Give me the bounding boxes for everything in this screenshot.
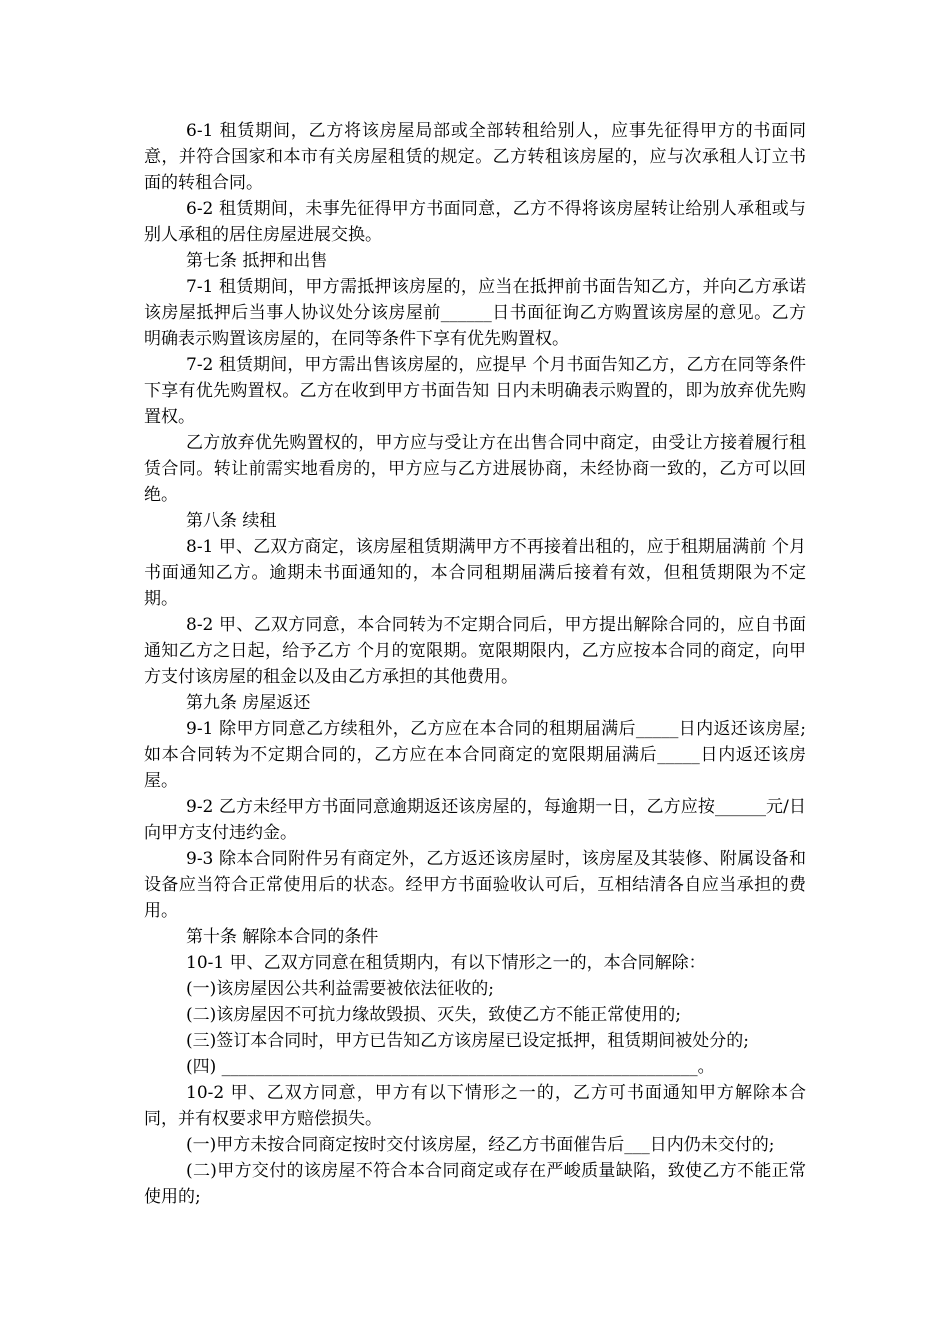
clause-7-2: 7-2 租赁期间，甲方需出售该房屋的，应提早 个月书面告知乙方，乙方在同等条件下享有优先购置权。乙方在收到甲方书面告知 日内未明确表示购置的，即为放弃优先购置权。 xyxy=(144,355,806,427)
clause-10-1-item-4: (四) ________________________________________________________。 xyxy=(186,1057,715,1077)
article-8-heading: 第八条 续租 xyxy=(186,511,277,531)
clause-10-1-item-2: (二)该房屋因不可抗力缘故毁损、灭失，致使乙方不能正常使用的; xyxy=(186,1005,681,1025)
clause-8-2: 8-2 甲、乙双方同意，本合同转为不定期合同后，甲方提出解除合同的，应自书面通知乙方之日起，给予乙方 个月的宽限期。宽限期限内，乙方应按本合同的商定，向甲方支付该房屋的租金以及由乙方承担的其他费用。 xyxy=(144,615,806,687)
clause-10-1: 10-1 甲、乙双方同意在租赁期内，有以下情形之一的，本合同解除： xyxy=(186,953,706,973)
clause-6-2: 6-2 租赁期间，未事先征得甲方书面同意，乙方不得将该房屋转让给别人承租或与别人承租的居住房屋进展交换。 xyxy=(144,199,806,245)
clause-10-1-item-1: (一)该房屋因公共利益需要被依法征收的; xyxy=(186,979,494,999)
contract-page xyxy=(144,118,806,1210)
clause-10-1-item-3: (三)签订本合同时，甲方已告知乙方该房屋已设定抵押，租赁期间被处分的; xyxy=(186,1031,749,1051)
article-10-heading: 第十条 解除本合同的条件 xyxy=(186,927,379,947)
article-7-heading: 第七条 抵押和出售 xyxy=(186,251,328,271)
clause-7-1: 7-1 租赁期间，甲方需抵押该房屋的，应当在抵押前书面告知乙方，并向乙方承诺该房屋抵押后当事人协议处分该房屋前______日书面征询乙方购置该房屋的意见。乙方明确表示购置该房屋的，在同等条件下享有优先购置权。 xyxy=(144,277,806,349)
article-9-heading: 第九条 房屋返还 xyxy=(186,693,311,713)
clause-10-2-item-1: (一)甲方未按合同商定按时交付该房屋，经乙方书面催告后___日内仍未交付的; xyxy=(186,1135,775,1155)
clause-9-2: 9-2 乙方未经甲方书面同意逾期返还该房屋的，每逾期一日，乙方应按______元/日向甲方支付违约金。 xyxy=(144,797,806,843)
clause-10-2: 10-2 甲、乙双方同意，甲方有以下情形之一的，乙方可书面通知甲方解除本合同，并有权要求甲方赔偿损失。 xyxy=(144,1083,806,1129)
clause-7-2-continued: 乙方放弃优先购置权的，甲方应与受让方在出售合同中商定，由受让方接着履行租赁合同。转让前需实地看房的，甲方应与乙方进展协商，未经协商一致的，乙方可以回绝。 xyxy=(144,433,806,505)
clause-8-1: 8-1 甲、乙双方商定，该房屋租赁期满甲方不再接着出租的，应于租期届满前 个月书面通知乙方。逾期未书面通知的，本合同租期届满后接着有效，但租赁期限为不定期。 xyxy=(144,537,806,609)
clause-9-1: 9-1 除甲方同意乙方续租外，乙方应在本合同的租期届满后_____日内返还该房屋;如本合同转为不定期合同的，乙方应在本合同商定的宽限期届满后_____日内返还该房屋。 xyxy=(144,719,806,791)
clause-6-1: 6-1 租赁期间，乙方将该房屋局部或全部转租给别人，应事先征得甲方的书面同意，并符合国家和本市有关房屋租赁的规定。乙方转租该房屋的，应与次承租人订立书面的转租合同。 xyxy=(144,121,806,193)
clause-9-3: 9-3 除本合同附件另有商定外，乙方返还该房屋时，该房屋及其装修、附属设备和设备应当符合正常使用后的状态。经甲方书面验收认可后，互相结清各自应当承担的费用。 xyxy=(144,849,806,921)
clause-10-2-item-2: (二)甲方交付的该房屋不符合本合同商定或存在严峻质量缺陷，致使乙方不能正常使用的; xyxy=(144,1161,806,1207)
